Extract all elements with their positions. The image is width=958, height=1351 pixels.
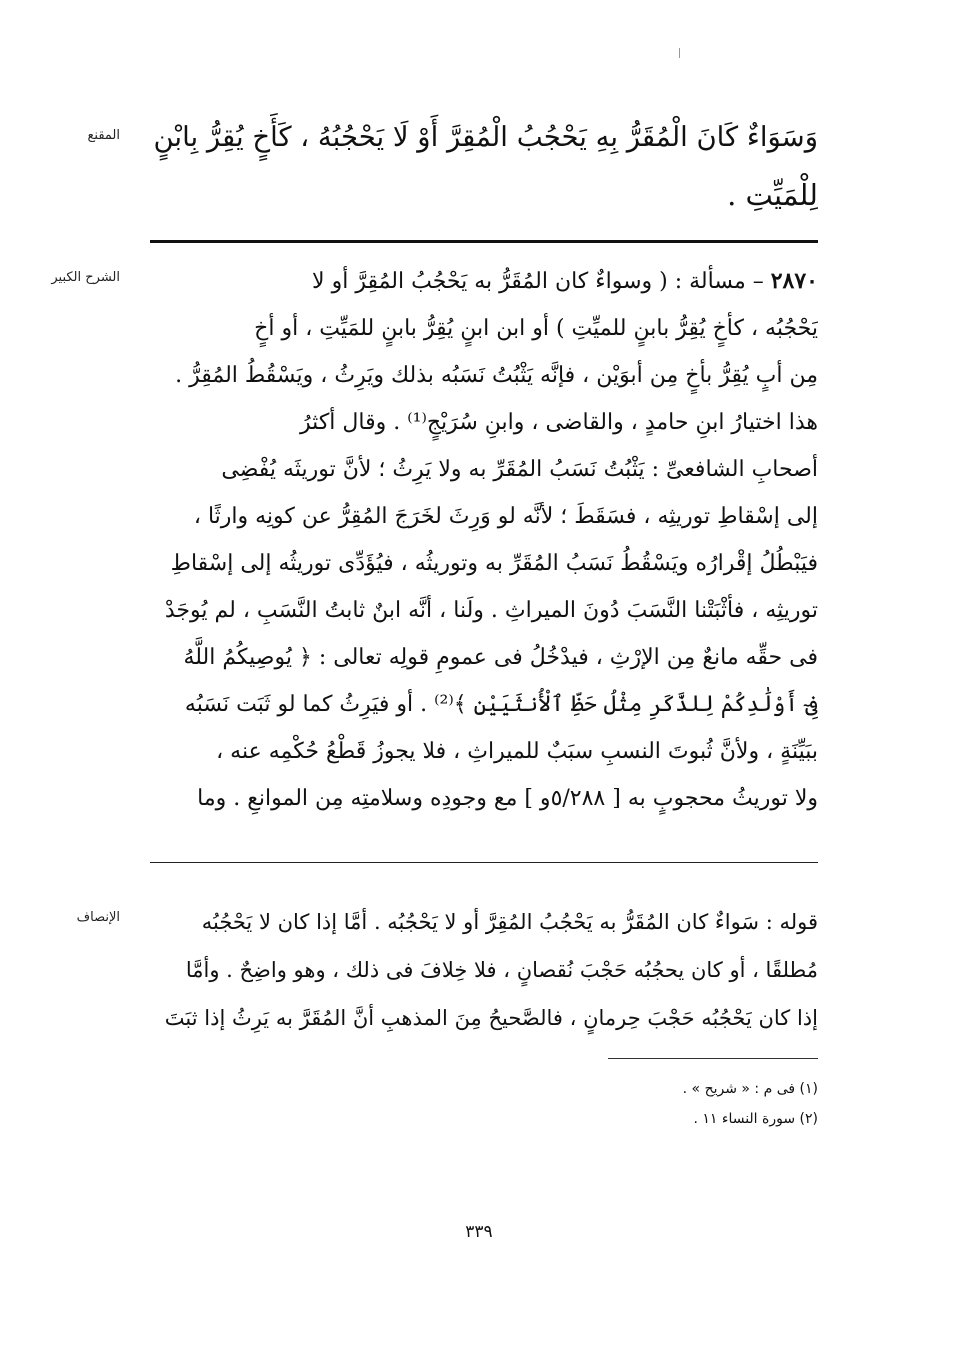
sharh-line: ببَيِّنَةٍ ، ولأنَّ ثُبوتَ النسبِ سبَبٌ للميراثِ ، فلا يجوزُ قَطْعُ حُكْمِه عنه ،	[216, 739, 818, 764]
sharh-line: فيَبْطُلُ إقْرارُه ويَسْقُطُ نَسَبُ المُقَرِّ به وتوريثُه ، فيُؤَدِّى توريثُه إلى إسْقاطِ	[170, 551, 818, 576]
sharh-text	[150, 258, 818, 822]
section-divider-thick	[150, 240, 818, 243]
sharh-line: فى حقِّه مانعٌ مِن الإرْثِ ، فيدْخُلُ فى عمومِ قولِه تعالى : ﴿ يُوصِيكُمُ اللَّهُ	[183, 645, 818, 670]
sharh-line	[150, 258, 818, 305]
sharh-line-text: – مسألة : ( وسواءٌ كان المُقَرُّ به يَحْجُبُ المُقِرَّ أو لا	[312, 269, 764, 294]
section-label-muqni: المقنع	[87, 128, 120, 143]
muqni-line: وَسَوَاءٌ كَانَ الْمُقَرُّ بِهِ يَحْجُبُ الْمُقِرَّ أَوْ لَا يَحْجُبُهُ ، كَأَخٍ يُقِرُّ بِابْنٍ	[153, 121, 818, 153]
sharh-line: أصحابِ الشافعىِّ : يَثْبُتُ نَسَبُ المُقَرِّ به ولا يَرِثُ ؛ لأنَّ توريثَه يُفْضِى	[221, 457, 818, 482]
sharh-line: يَحْجُبُه ، كأخٍ يُقِرُّ بابنٍ للميِّتِ ) أو ابن ابنٍ يُقِرُّ بابنٍ للمَيِّتِ ، أو أخٍ	[254, 316, 818, 341]
page-number: ٣٣٩	[465, 1222, 493, 1242]
footnote: (٢) سورة النساء ١١ .	[693, 1111, 818, 1127]
sharh-line: توريثِه ، فأثْبَتْنا النَّسَبَ دُونَ الميراثِ . ولَنا ، أنَّه ابنٌ ثابتُ النَّسَبِ ، لم يُوجَدْ	[164, 598, 818, 623]
issue-number: ٢٨٧٠	[770, 268, 818, 294]
footnotes	[500, 1074, 818, 1134]
section-divider-thin	[150, 862, 818, 863]
sharh-line: فِىٓ أَوْلَٰدِكُمْ لِلذَّكَرِ مِثْلُ حَظِّ ٱلْأُنثَيَيْنِ ﴾⁽²⁾ . أو فيَرِثُ كما لو ثَبَت نَسَبُه	[184, 692, 818, 717]
sharh-line: ولا توريثُ محجوبٍ به [ ٥/٢٨٨و ] مع وجودِه وسلامتِه مِن الموانعِ . وما	[197, 786, 818, 811]
sharh-line: إلى إسْقاطِ توريثِه ، فسَقَطَ ؛ لأنَّه لو وَرِثَ لخَرَجَ المُقِرُّ عن كونِه وارثًا ،	[193, 504, 818, 529]
muqni-line: لِلْمَيِّتِ .	[727, 178, 818, 212]
section-label-sharh: الشرح الكبير	[51, 270, 120, 285]
insaf-line: إذا كان يَحْجُبُه حَجْبَ حِرمانٍ ، فالصَّحيحُ مِنَ المذهبِ أنَّ المُقَرَّ به يَرِثُ إذا ثبَتَ	[164, 1006, 818, 1030]
insaf-line: مُطلقًا ، أو كان يحجُبُه حَجْبَ نُقصانٍ ، فلا خِلافَ فى ذلك ، وهو واضِحٌ . وأمَّا	[185, 958, 818, 982]
footnote-divider	[608, 1058, 818, 1059]
footnote: (١) فى م : « شريح » .	[682, 1081, 818, 1097]
section-label-insaf: الإنصاف	[76, 910, 120, 925]
insaf-line: قوله : سَواءٌ كان المُقَرُّ به يَحْجُبُ المُقِرَّ أو لا يَحْجُبُه . أمَّا إذا كان لا يَحْجُبُه	[201, 910, 818, 934]
sharh-line: هذا اختيارُ ابنِ حامدٍ ، والقاضى ، وابنِ سُرَيْجٍ⁽¹⁾ . وقال أكثرُ	[300, 410, 818, 435]
muqni-text	[150, 108, 818, 224]
scan-mark	[679, 48, 680, 58]
sharh-line: مِن أبٍ يُقِرُّ بأخٍ مِن أبوَيْن ، فإنَّه يَثْبُتُ نَسَبُه بذلك ويَرِثُ ، ويَسْقُطُ المُقِرُّ .	[175, 363, 818, 388]
insaf-text	[150, 898, 818, 1042]
